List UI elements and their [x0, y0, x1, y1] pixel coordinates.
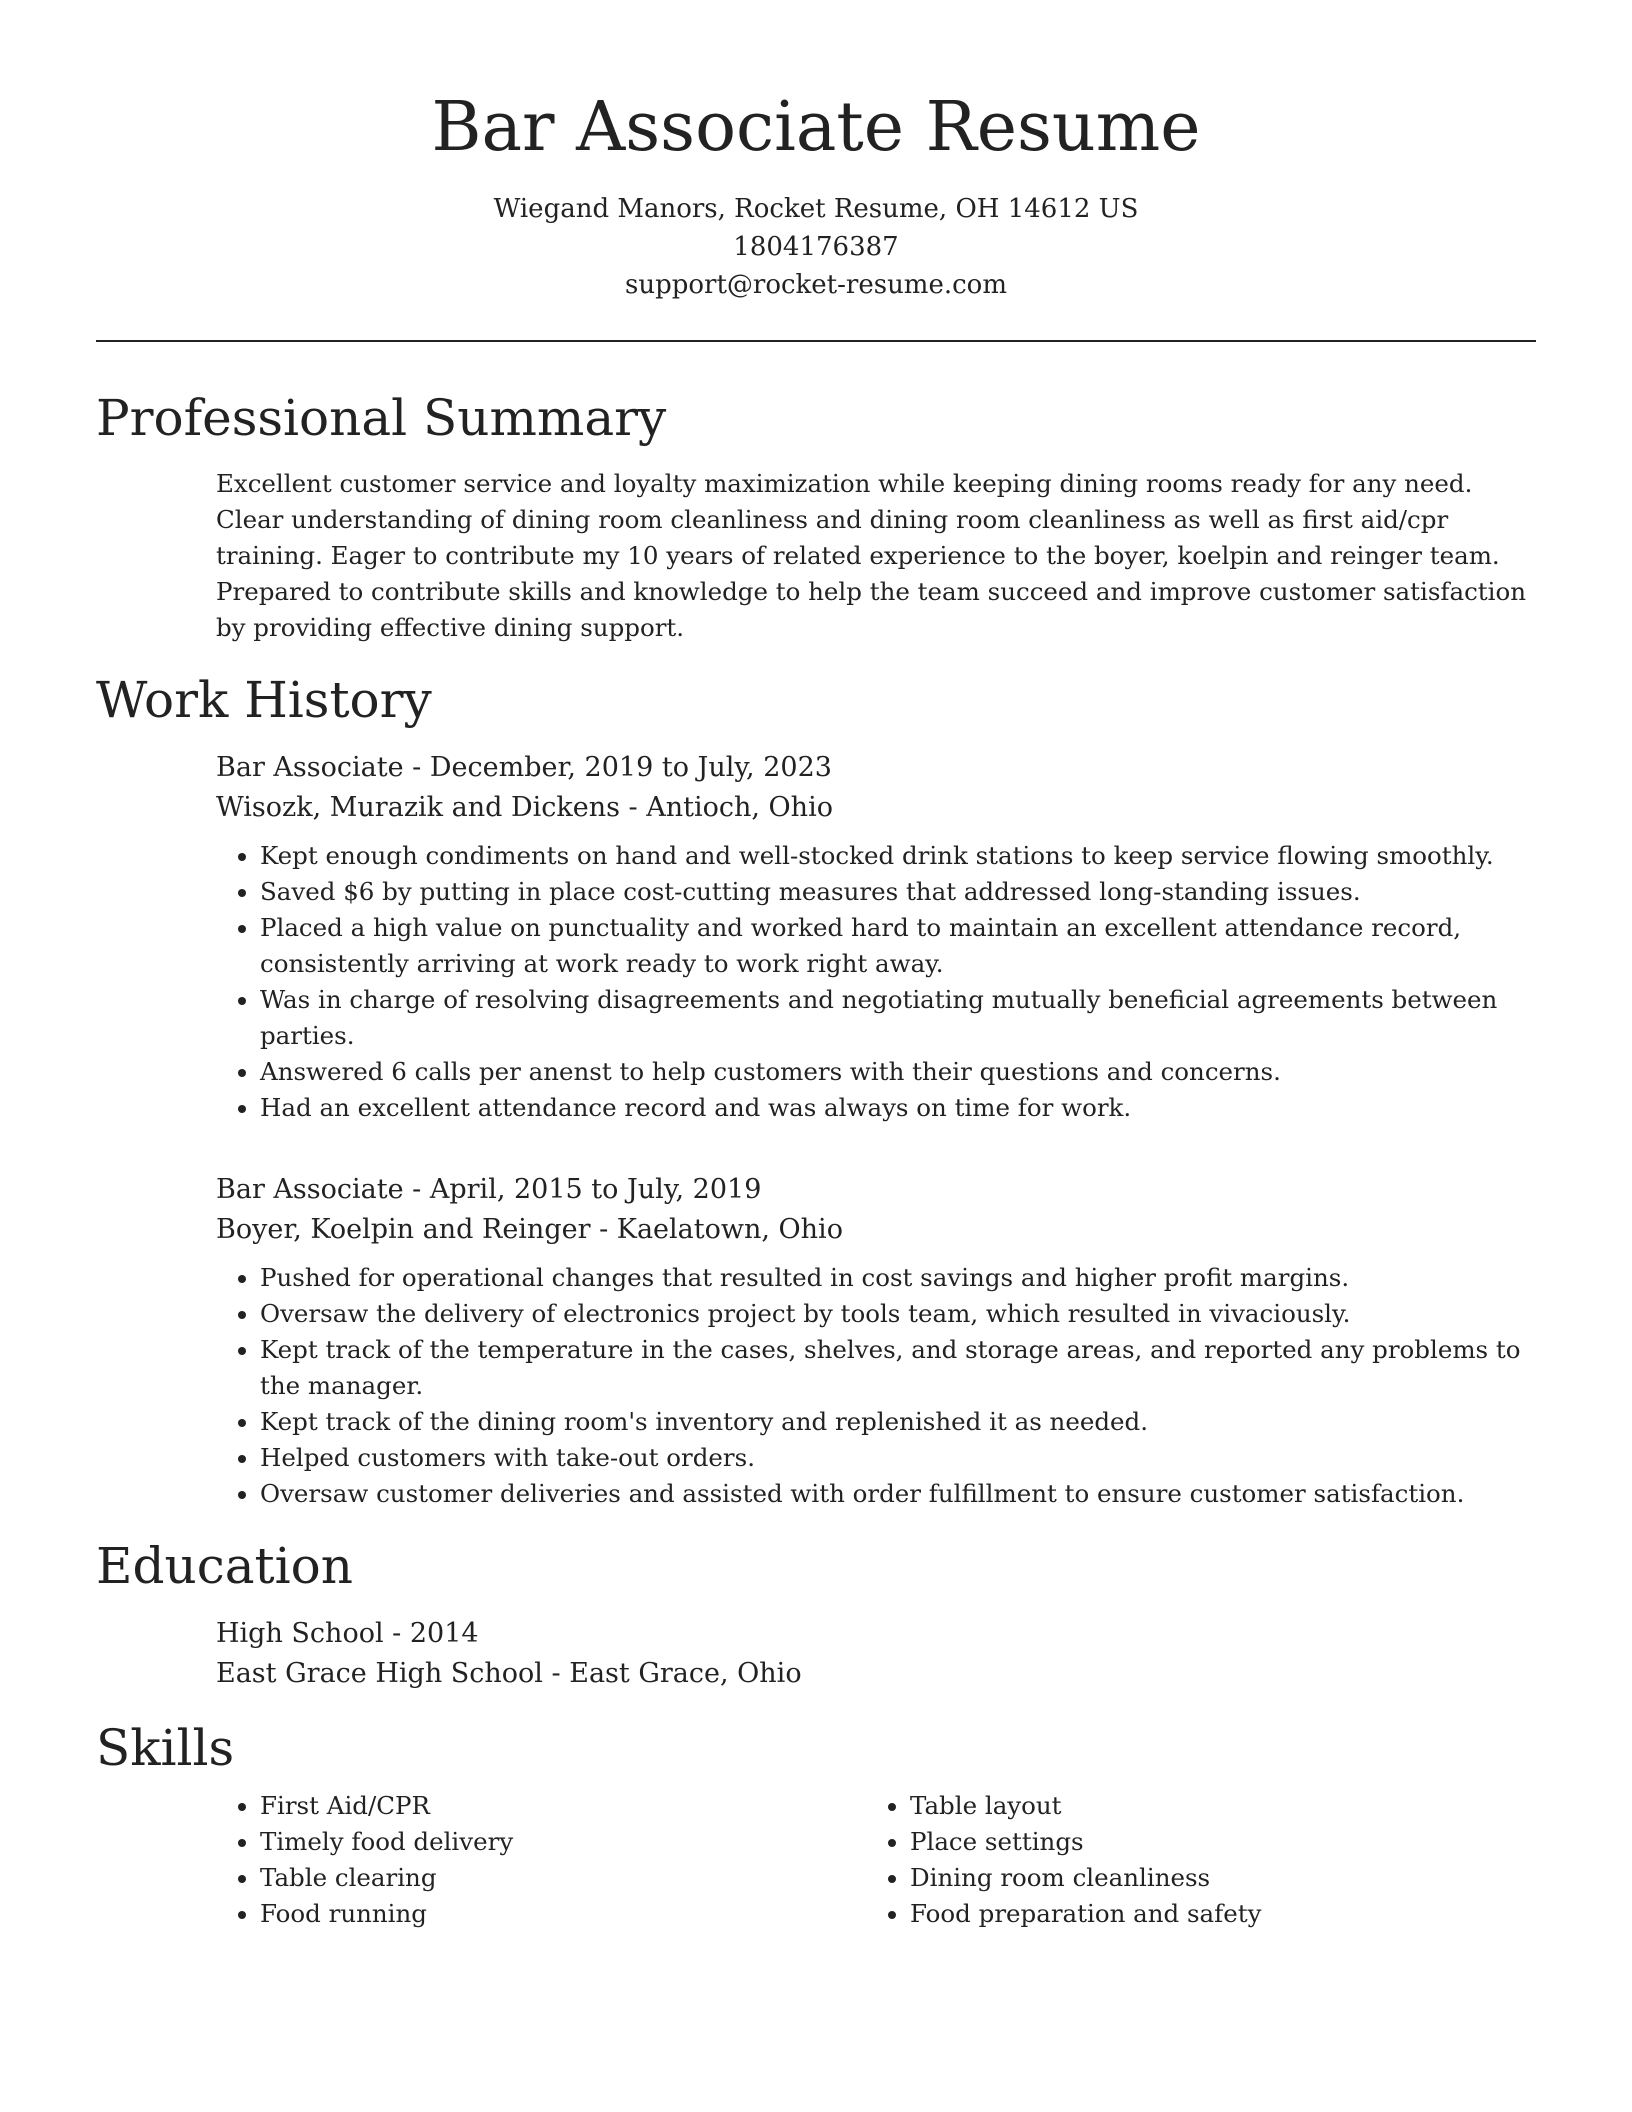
skill-item: • Table clearing: [260, 1860, 866, 1896]
skills-column-right: [866, 1788, 1516, 1932]
education-school-line: East Grace High School - East Grace, Ohio: [216, 1658, 802, 1689]
job-title-line: Bar Associate - April, 2015 to July, 2019: [216, 1174, 762, 1205]
resume-title: Bar Associate Resume: [431, 88, 1201, 167]
education-degree-line: High School - 2014: [216, 1618, 479, 1649]
job-bullet: • Helped customers with take-out orders.: [260, 1440, 1536, 1476]
skills-section: [96, 1718, 1536, 1932]
job-entry: [96, 748, 1536, 1126]
resume-header: [96, 0, 1536, 304]
job-company-line: Wisozk, Murazik and Dickens - Antioch, Ohio: [216, 792, 833, 823]
contact-address: Wiegand Manors, Rocket Resume, OH 14612 US: [493, 194, 1139, 224]
skill-item: • Timely food delivery: [260, 1824, 866, 1860]
job-bullet: • Was in charge of resolving disagreements and negotiating mutually beneficial agreements between parties.: [260, 982, 1536, 1054]
skills-list: [866, 1788, 1516, 1932]
header-divider: [96, 340, 1536, 342]
skills-heading: Skills: [96, 1719, 235, 1777]
summary-text: Excellent customer service and loyalty maximization while keeping dining rooms ready for any need. Clear understanding of dining room cleanliness and dining room cleanliness as well as first aid/cpr training. Eager to contribute my 10 years of related experience to the boyer, koelpin and reinger team. Prepared to contribute skills and knowledge to help the team succeed and improve customer satisfaction by providing effective dining support.: [216, 469, 1527, 642]
skills-list: [216, 1788, 866, 1932]
skill-item: • Dining room cleanliness: [910, 1860, 1516, 1896]
summary-section: [96, 388, 1536, 646]
job-bullet: • Placed a high value on punctuality and worked hard to maintain an excellent attendance record, consistently arriving at work ready to work right away.: [260, 910, 1536, 982]
skill-item: • Place settings: [910, 1824, 1516, 1860]
job-bullet: • Kept track of the dining room's inventory and replenished it as needed.: [260, 1404, 1536, 1440]
job-bullet: • Pushed for operational changes that resulted in cost savings and higher profit margins.: [260, 1260, 1536, 1296]
job-bullet: • Kept track of the temperature in the cases, shelves, and storage areas, and reported any problems to the manager.: [260, 1332, 1536, 1404]
education-heading: Education: [96, 1537, 353, 1595]
summary-heading: Professional Summary: [96, 389, 667, 447]
job-bullet: • Had an excellent attendance record and was always on time for work.: [260, 1090, 1536, 1126]
job-title-line: Bar Associate - December, 2019 to July, 2023: [216, 752, 832, 783]
work-history-section: [96, 670, 1536, 1512]
job-bullet: • Oversaw customer deliveries and assisted with order fulfillment to ensure customer satisfaction.: [260, 1476, 1536, 1512]
job-bullet: • Kept enough condiments on hand and well-stocked drink stations to keep service flowing smoothly.: [260, 838, 1536, 874]
job-company-line: Boyer, Koelpin and Reinger - Kaelatown, Ohio: [216, 1214, 843, 1245]
skill-item: • Food preparation and safety: [910, 1896, 1516, 1932]
work-history-heading: Work History: [96, 671, 432, 729]
skills-column-left: [216, 1788, 866, 1932]
job-bullet: • Oversaw the delivery of electronics project by tools team, which resulted in vivaciously.: [260, 1296, 1536, 1332]
education-section: [96, 1536, 1536, 1694]
job-bullet: • Answered 6 calls per anenst to help customers with their questions and concerns.: [260, 1054, 1536, 1090]
job-bullets: [216, 838, 1536, 1126]
skill-item: • Table layout: [910, 1788, 1516, 1824]
job-bullet: • Saved $6 by putting in place cost-cutting measures that addressed long-standing issues.: [260, 874, 1536, 910]
skill-item: • First Aid/CPR: [260, 1788, 866, 1824]
job-entry: [96, 1170, 1536, 1512]
education-entry: [96, 1614, 1536, 1694]
skill-item: • Food running: [260, 1896, 866, 1932]
job-bullets: [216, 1260, 1536, 1512]
contact-info: [96, 190, 1536, 304]
contact-phone: 1804176387: [733, 232, 899, 262]
contact-email: support@rocket-resume.com: [624, 270, 1007, 300]
skills-grid: [96, 1788, 1536, 1932]
